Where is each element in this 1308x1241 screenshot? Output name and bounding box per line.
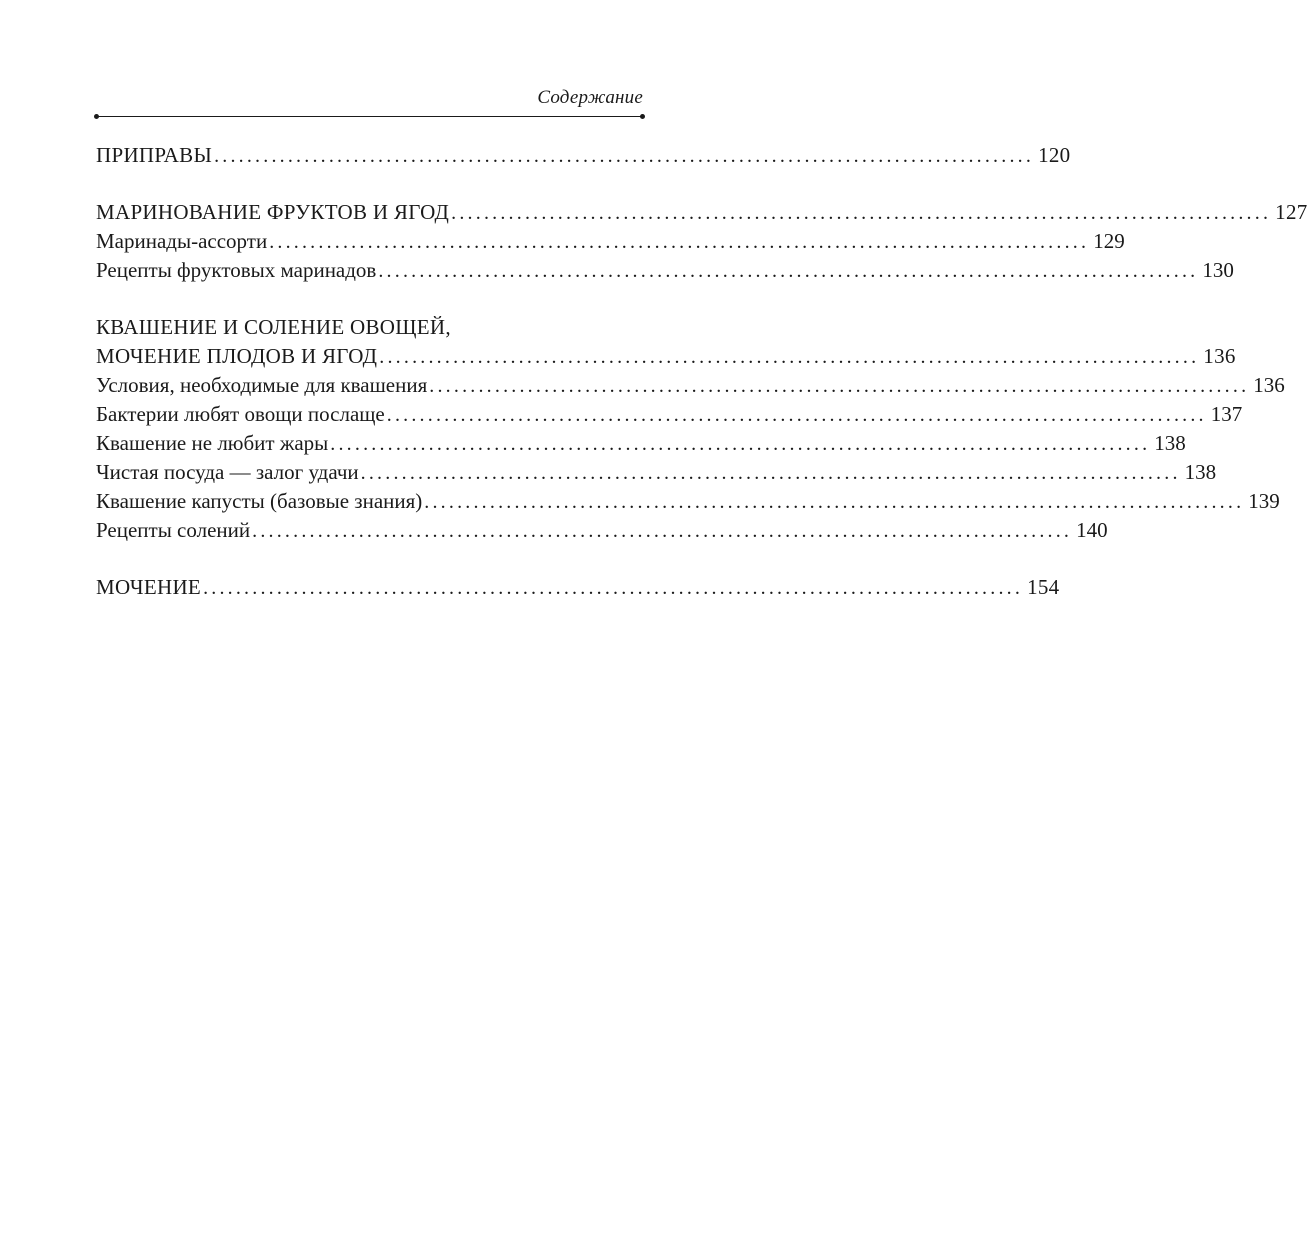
toc-entry-page: 140 — [1076, 518, 1108, 542]
toc-entry[interactable] — [96, 371, 1285, 400]
toc-entry-page: 136 — [1253, 373, 1285, 397]
toc-entry[interactable] — [96, 227, 1125, 256]
toc-entry-page: 127 — [1275, 200, 1308, 224]
toc-entry[interactable] — [96, 342, 1236, 371]
toc-entry-title: КВАШЕНИЕ И СОЛЕНИЕ ОВОЩЕЙ, — [96, 315, 451, 339]
section-gap — [96, 170, 643, 198]
toc-entry-page: 139 — [1248, 489, 1280, 513]
toc-entry-page: 136 — [1203, 344, 1236, 368]
toc-entry-title: Маринады-ассорти — [96, 229, 268, 253]
toc-entry-title-first-line — [96, 313, 643, 342]
toc-entry[interactable] — [96, 198, 1308, 227]
toc-leader-dots: .................................................................................................... — [379, 346, 1200, 368]
toc-entry[interactable] — [96, 487, 1280, 516]
toc-leader-dots: .................................................................................................... — [330, 433, 1151, 455]
toc-entry-page: 137 — [1210, 402, 1243, 426]
toc-entry[interactable] — [96, 256, 1234, 285]
toc-entry[interactable] — [96, 458, 1217, 487]
toc-entry-page: 129 — [1093, 229, 1125, 253]
toc-leader-dots: .................................................................................................... — [252, 520, 1073, 542]
toc-leader-dots: .................................................................................................... — [269, 231, 1090, 253]
toc-entry-title: ПРИПРАВЫ — [96, 143, 213, 167]
toc-entry-title: Квашение капусты (базовые знания) — [96, 489, 423, 513]
section-gap — [96, 285, 643, 313]
toc-leader-dots: .................................................................................................... — [214, 145, 1035, 167]
toc-entry-title: Бактерии любят овощи послаще — [96, 402, 385, 426]
toc-leader-dots: .................................................................................................... — [429, 375, 1250, 397]
toc-entry[interactable] — [96, 429, 1186, 458]
toc-entry-title: МОЧЕНИЕ ПЛОДОВ И ЯГОД — [96, 344, 378, 368]
toc-leader-dots: .................................................................................................... — [203, 577, 1024, 599]
toc-entry-page: 138 — [1184, 460, 1217, 484]
toc-leader-dots: .................................................................................................... — [451, 202, 1272, 224]
running-head-title: Содержание — [537, 87, 643, 108]
toc-entry-title: Чистая посуда — залог удачи — [96, 460, 359, 484]
toc-entry-title: Квашение не любит жары — [96, 431, 329, 455]
toc-entry[interactable] — [96, 141, 1071, 170]
toc-entry[interactable] — [96, 516, 1108, 545]
table-of-contents — [96, 141, 1308, 602]
toc-entry[interactable] — [96, 573, 1060, 602]
toc-entry-title: Рецепты солений — [96, 518, 251, 542]
toc-leader-dots: .................................................................................................... — [424, 491, 1245, 513]
toc-entry-title: МАРИНОВАНИЕ ФРУКТОВ И ЯГОД — [96, 200, 450, 224]
toc-leader-dots: .................................................................................................... — [386, 404, 1207, 426]
toc-entry-title: МОЧЕНИЕ — [96, 575, 202, 599]
toc-entry-page: 138 — [1154, 431, 1186, 455]
toc-entry-page: 154 — [1027, 575, 1060, 599]
toc-entry-title: Условия, необходимые для квашения — [96, 373, 428, 397]
section-gap — [96, 545, 643, 573]
toc-entry-page: 130 — [1202, 258, 1234, 282]
header-rule — [96, 116, 643, 117]
toc-entry-page: 120 — [1038, 143, 1071, 167]
toc-leader-dots: .................................................................................................... — [360, 462, 1181, 484]
toc-leader-dots: .................................................................................................... — [378, 260, 1199, 282]
toc-entry-title: Рецепты фруктовых маринадов — [96, 258, 377, 282]
toc-entry[interactable] — [96, 400, 1243, 429]
